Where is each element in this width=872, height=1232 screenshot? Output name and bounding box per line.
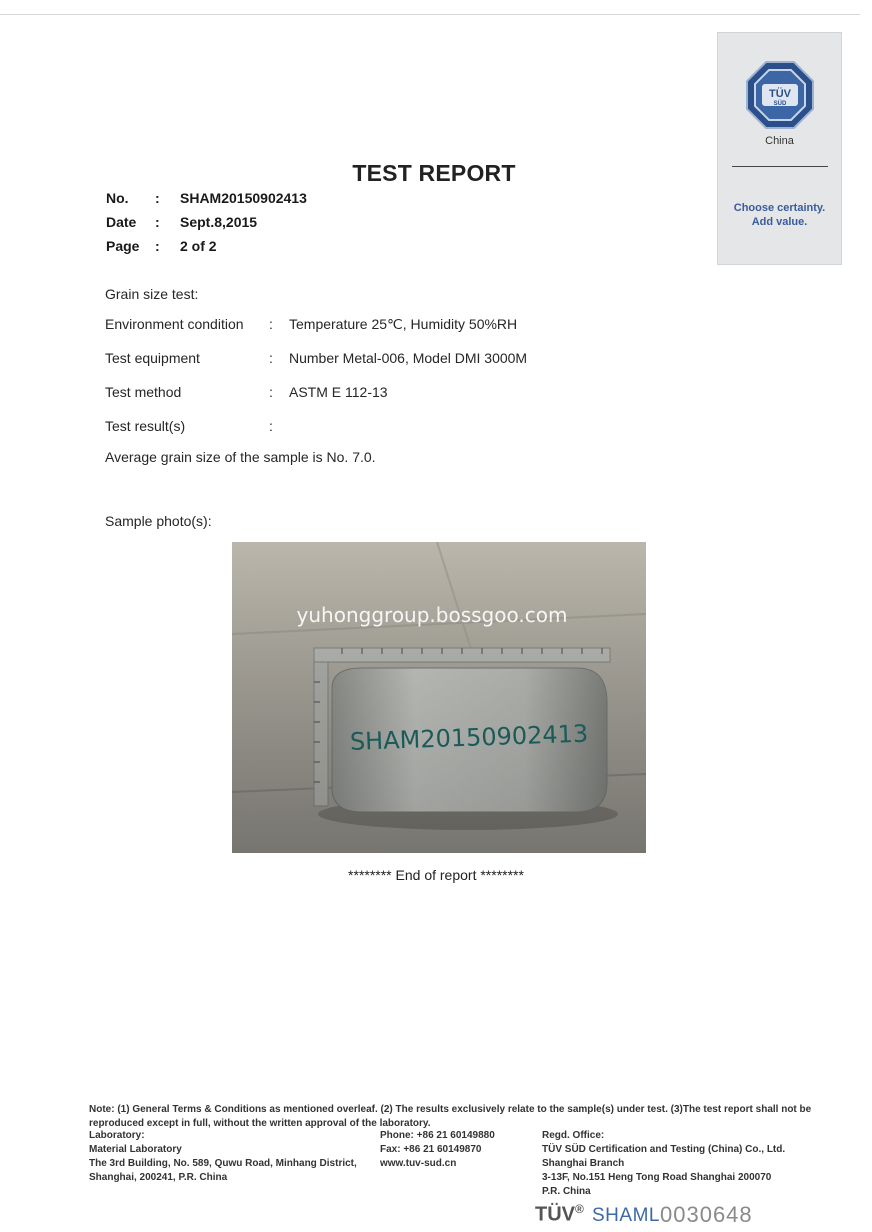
- end-of-report: ******** End of report ********: [348, 867, 524, 883]
- slogan-line-1: Choose certainty.: [733, 202, 826, 214]
- photo-label: Sample photo(s):: [105, 513, 212, 529]
- report-number: SHAM20150902413: [180, 190, 307, 206]
- note-line-1: Note: (1) General Terms & Conditions as mentioned overleaf. (2) The results exclusively relate to the sample(s) under test. (3)The test report shall not be: [89, 1104, 812, 1115]
- header-colon: :: [155, 214, 160, 230]
- row-colon: :: [269, 384, 273, 400]
- watermark: yuhonggroup.bossgoo.com: [296, 603, 568, 627]
- lab-line: Laboratory:: [89, 1130, 145, 1141]
- slogan-line-2: Add value.: [751, 216, 808, 228]
- row-label-result: Test result(s): [105, 418, 186, 434]
- row-colon: :: [269, 350, 273, 366]
- row-label-equipment: Test equipment: [105, 350, 200, 366]
- row-colon: :: [269, 316, 273, 332]
- badge-slogan: [718, 201, 841, 229]
- row-label-method: Test method: [105, 384, 182, 400]
- regd-line: Regd. Office:: [542, 1130, 605, 1141]
- footer-contact: [380, 1129, 540, 1171]
- registered-mark: ®: [575, 1202, 584, 1216]
- row-label-environment: Environment condition: [105, 316, 244, 332]
- badge-country: China: [765, 135, 794, 147]
- regd-line: P.R. China: [542, 1186, 591, 1197]
- lab-line: Material Laboratory: [89, 1144, 182, 1155]
- row-value-method: ASTM E 112-13: [289, 384, 388, 400]
- note-line-2: reproduced except in full, without the written approval of the laboratory.: [89, 1118, 431, 1129]
- serial-prefix: SHAML: [592, 1205, 660, 1226]
- regd-line: TÜV SÜD Certification and Testing (China) Co., Ltd.: [542, 1144, 786, 1155]
- contact-fax: Fax: +86 21 60149870: [380, 1144, 482, 1155]
- report-page: 2 of 2: [180, 238, 217, 254]
- tuv-badge: [717, 32, 842, 265]
- regd-line: Shanghai Branch: [542, 1158, 625, 1169]
- lab-line: The 3rd Building, No. 589, Quwu Road, Minhang District,: [89, 1158, 357, 1169]
- result-sentence: Average grain size of the sample is No. 7.0.: [105, 449, 376, 465]
- tuv-mark-text: TÜV: [535, 1203, 575, 1226]
- header-label-date: Date: [106, 214, 137, 230]
- contact-phone: Phone: +86 21 60149880: [380, 1130, 495, 1141]
- regd-line: 3-13F, No.151 Heng Tong Road Shanghai 200070: [542, 1172, 772, 1183]
- tuv-logo-icon: [745, 60, 815, 130]
- sample-photo: [232, 542, 646, 853]
- report-title: TEST REPORT: [352, 160, 516, 186]
- serial-number: 0030648: [660, 1202, 753, 1227]
- tuv-trademark: [535, 1202, 584, 1227]
- row-colon: :: [269, 418, 273, 434]
- section-title: Grain size test:: [105, 286, 199, 302]
- contact-website[interactable]: www.tuv-sud.cn: [380, 1158, 457, 1169]
- footer-note: [89, 1103, 812, 1131]
- row-value-equipment: Number Metal-006, Model DMI 3000M: [289, 350, 528, 366]
- top-rule: [0, 14, 860, 15]
- header-label-page: Page: [106, 238, 140, 254]
- header-colon: :: [155, 238, 160, 254]
- header-label-no: No.: [106, 190, 129, 206]
- header-colon: :: [155, 190, 160, 206]
- footer-laboratory: [89, 1129, 379, 1185]
- footer-registered-office: [542, 1129, 842, 1199]
- lab-line: Shanghai, 200241, P.R. China: [89, 1172, 228, 1183]
- logo-text-top: TÜV: [769, 88, 791, 100]
- report-date: Sept.8,2015: [180, 214, 258, 230]
- sample-photo-illustration: [232, 542, 646, 853]
- logo-text-bottom: SÜD: [773, 101, 787, 107]
- row-value-environment: Temperature 25℃, Humidity 50%RH: [289, 316, 518, 332]
